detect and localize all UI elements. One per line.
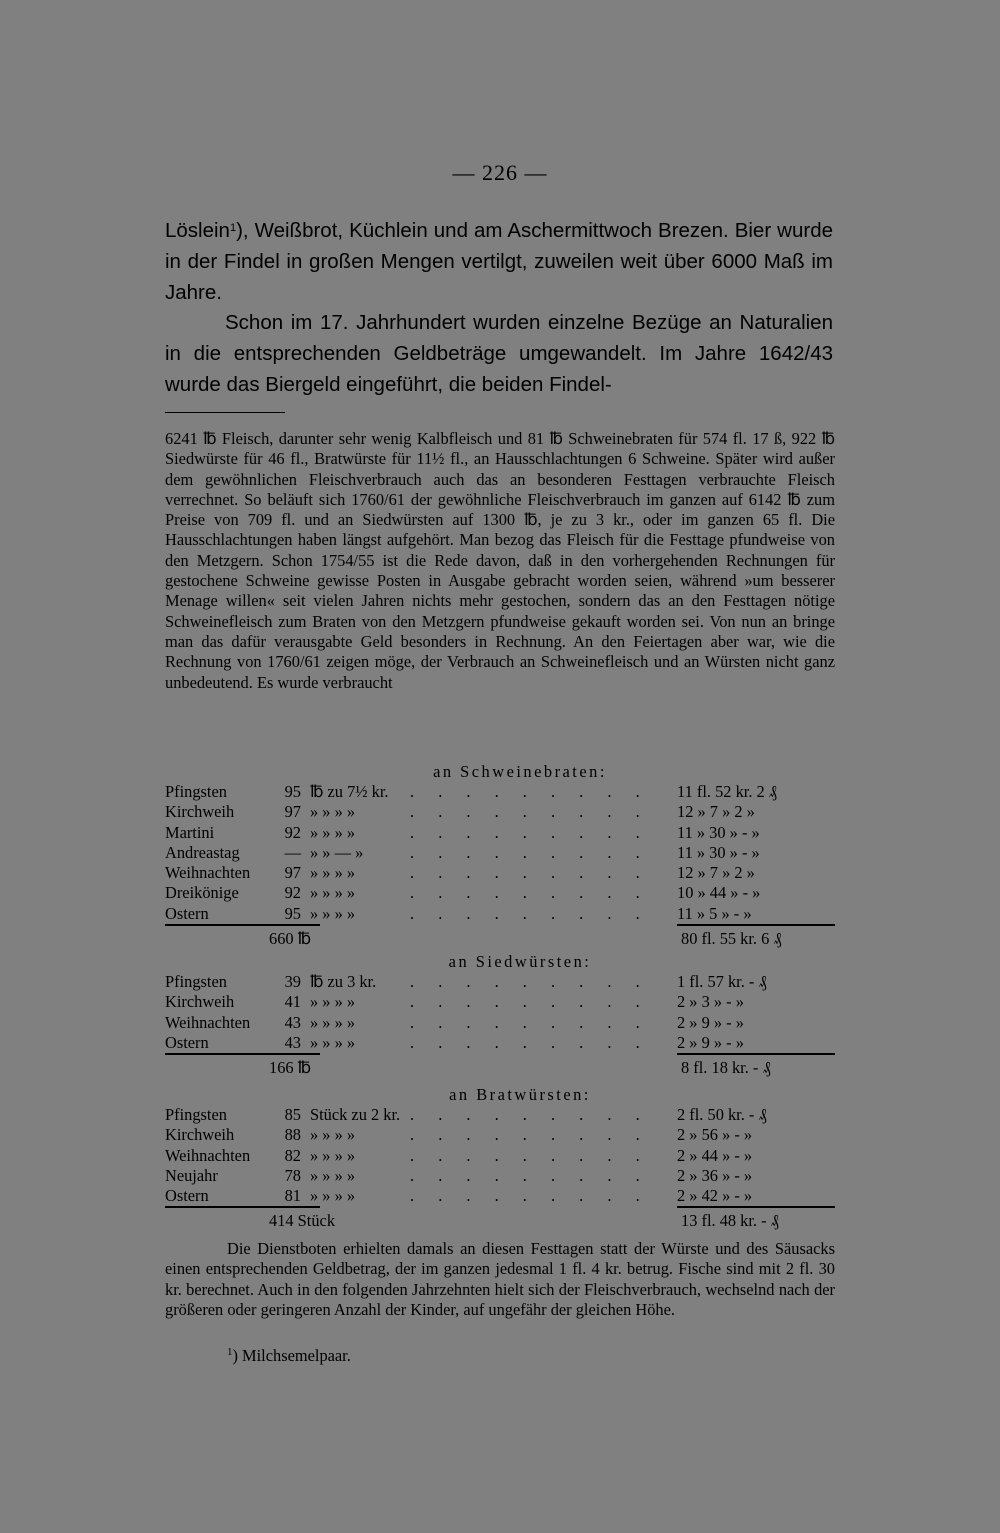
paragraph-1 [165, 216, 833, 308]
row-leader-dots: . . . . . . . . . [410, 863, 650, 883]
table-row [165, 863, 835, 883]
row-leader-dots: . . . . . . . . . [410, 1105, 650, 1124]
closing-paragraph: Die Dienstboten erhielten damals an diesen Festtagen statt der Würste und des Säusacks einen entsprechenden Geldbetrag, der im ganzen jedesmal 1 fl. 4 kr. betrug. Fische sind mit 2 fl. 30 kr. berechnet. Auch in den folgenden Jahrzehnten hielt sich der Fleischverbrauch, wechselnd nach der größeren oder geringeren Anzahl der Kinder, auf ungefähr der gleichen Höhe. [165, 1239, 835, 1319]
table-row [165, 1186, 835, 1206]
footnote-continuation-text: 6241 ℔ Fleisch, darunter sehr wenig Kalbfleisch und 81 ℔ Schweinebraten für 574 fl. 17 ß, 922 ℔ Siedwürste für 46 fl., Bratwürste für 11½ fl., an Hausschlachtungen 6 Schweine. Später wird außer dem gewöhnlichen Fleischverbrauch auch das an besonderen Festtagen verbrauchte Fleisch verrechnet. So beläuft sich 1760/61 der gewöhnliche Fleischverbrauch im ganzen auf 6142 ℔ zum Preise von 709 fl. und an Siedwürsten auf 1300 ℔, je zu 3 kr., oder im ganzen 65 fl. Die Hausschlachtungen haben längst aufgehört. Man bezog das Fleisch für die Festtage pfundweise von den Metzgern. Schon 1754/55 ist die Rede davon, daß in den vorhergehenden Rechnungen für gestochene Schweine gewisse Posten in Ausgabe gebracht worden seien, während »um besserer Menage willen« seit vielen Jahren nichts mehr gestochen, sondern das an den Festtagen nötige Schweinefleisch zum Braten von den Metzgern pfundweise gekauft worden sei. Von nun an bringe man das dafür verausgabte Geld besonders in Rechnung. An den Feiertagen aber war, wie die Rechnung von 1760/61 zeigen möge, der Verbrauch an Schweinefleisch und an Würsten nicht ganz unbedeutend. Es wurde verbraucht [165, 429, 835, 692]
row-leader-dots: . . . . . . . . . [410, 1125, 650, 1145]
row-name: Ostern [165, 1032, 209, 1052]
row-quantity: 78 [284, 1165, 301, 1185]
footnote-marker: 1 [229, 222, 237, 234]
row-unit-price: » » » » [310, 802, 356, 822]
total-quantity: 166 ℔ [269, 1058, 312, 1078]
row-amount: 1 fl. 57 kr. - ₰ [677, 972, 767, 991]
total-quantity: 414 Stück [269, 1211, 336, 1231]
row-name: Kirchweih [165, 1125, 235, 1145]
paragraph-1-start: Löslein [165, 219, 230, 242]
consumption-table [165, 951, 835, 1079]
table-row [165, 802, 835, 822]
footnote-number: 1 [227, 1346, 233, 1358]
footnote-divider [165, 412, 285, 413]
total-amount: 8 fl. 18 kr. - ₰ [681, 1058, 771, 1078]
table-row [165, 823, 835, 843]
row-leader-dots: . . . . . . . . . [410, 903, 650, 923]
footnote [165, 1346, 835, 1366]
row-unit-price: Stück zu 2 kr. [310, 1105, 401, 1124]
row-name: Kirchweih [165, 802, 235, 822]
row-name: Dreikönige [165, 883, 239, 903]
row-unit-price: » » » » [310, 1032, 356, 1052]
row-unit-price: » » » » [310, 822, 356, 842]
row-unit-price: ℔ zu 3 kr. [310, 972, 377, 991]
row-quantity: 97 [284, 863, 301, 883]
table-heading: an Schweinebraten: [433, 762, 607, 781]
table-row [165, 782, 835, 802]
table-row [165, 1033, 835, 1053]
row-name: Weihnachten [165, 863, 251, 883]
row-amount: 2 fl. 50 kr. - ₰ [677, 1105, 767, 1124]
row-quantity: 92 [284, 883, 301, 903]
total-row [165, 1206, 835, 1232]
row-amount: 2 » 9 » - » [677, 1012, 744, 1032]
total-row [165, 924, 835, 950]
row-leader-dots: . . . . . . . . . [410, 1186, 650, 1206]
row-amount: 2 » 42 » - » [677, 1186, 753, 1206]
row-amount: 11 » 5 » - » [677, 903, 752, 923]
main-text [165, 216, 833, 401]
row-quantity: 43 [284, 1032, 301, 1052]
row-unit-price: ℔ zu 7½ kr. [310, 782, 389, 801]
row-quantity: 95 [284, 782, 301, 801]
row-amount: 12 » 7 » 2 » [677, 863, 755, 883]
row-name: Pfingsten [165, 1105, 227, 1124]
row-unit-price: » » » » [310, 1125, 356, 1145]
row-name: Pfingsten [165, 972, 227, 991]
row-unit-price: » » » » [310, 1186, 356, 1206]
row-quantity: — [284, 842, 301, 862]
row-name: Neujahr [165, 1165, 218, 1185]
row-leader-dots: . . . . . . . . . [410, 972, 650, 991]
row-unit-price: » » — » [310, 842, 364, 862]
footnote-text: ) Milchsemelpaar. [232, 1346, 351, 1365]
row-name: Andreastag [165, 842, 240, 862]
total-amount: 13 fl. 48 kr. - ₰ [681, 1211, 779, 1231]
footnote-continuation [165, 429, 835, 693]
total-amount: 80 fl. 55 kr. 6 ₰ [681, 929, 782, 949]
row-unit-price: » » » » [310, 903, 356, 923]
row-leader-dots: . . . . . . . . . [410, 782, 650, 801]
row-leader-dots: . . . . . . . . . [410, 802, 650, 822]
table-row [165, 972, 835, 992]
table-row [165, 1013, 835, 1033]
row-amount: 2 » 44 » - » [677, 1145, 753, 1165]
row-unit-price: » » » » [310, 883, 356, 903]
row-name: Ostern [165, 903, 209, 923]
row-quantity: 88 [284, 1125, 301, 1145]
row-quantity: 39 [284, 972, 301, 991]
row-unit-price: » » » » [310, 1012, 356, 1032]
page-number: — 226 — [452, 160, 548, 185]
row-name: Martini [165, 822, 215, 842]
row-amount: 10 » 44 » - » [677, 883, 761, 903]
paragraph-1-rest: ), Weißbrot, Küchlein und am Aschermittwoch Brezen. Bier wurde in der Findel in großen Mengen vertilgt, zuweilen weit über 6000 Maß im Jahre. [165, 219, 833, 304]
row-amount: 12 » 7 » 2 » [677, 802, 755, 822]
total-quantity: 660 ℔ [269, 929, 312, 949]
table-row [165, 992, 835, 1012]
table-row [165, 1125, 835, 1145]
table-heading: an Siedwürsten: [448, 952, 592, 971]
row-leader-dots: . . . . . . . . . [410, 1012, 650, 1032]
row-quantity: 82 [284, 1145, 301, 1165]
row-leader-dots: . . . . . . . . . [410, 1165, 650, 1185]
row-leader-dots: . . . . . . . . . [410, 1032, 650, 1052]
table-row [165, 883, 835, 903]
row-quantity: 92 [284, 822, 301, 842]
table-row [165, 1146, 835, 1166]
row-amount: 2 » 36 » - » [677, 1165, 753, 1185]
row-name: Weihnachten [165, 1145, 251, 1165]
row-amount: 2 » 56 » - » [677, 1125, 753, 1145]
total-row [165, 1053, 835, 1079]
row-quantity: 81 [284, 1186, 301, 1206]
row-leader-dots: . . . . . . . . . [410, 992, 650, 1012]
row-name: Ostern [165, 1186, 209, 1206]
row-amount: 2 » 9 » - » [677, 1032, 744, 1052]
row-amount: 2 » 3 » - » [677, 992, 744, 1012]
row-leader-dots: . . . . . . . . . [410, 842, 650, 862]
row-quantity: 97 [284, 802, 301, 822]
closing-text [165, 1239, 835, 1320]
row-leader-dots: . . . . . . . . . [410, 883, 650, 903]
row-amount: 11 » 30 » - » [677, 842, 760, 862]
table-row [165, 1166, 835, 1186]
table-row [165, 904, 835, 924]
row-unit-price: » » » » [310, 1145, 356, 1165]
paragraph-2: Schon im 17. Jahrhundert wurden einzelne Bezüge an Naturalien in die entsprechenden Geldbeträge umgewandelt. Im Jahre 1642/43 wurde das Biergeld eingeführt, die beiden Findel- [165, 311, 833, 396]
table-row [165, 843, 835, 863]
row-unit-price: » » » » [310, 863, 356, 883]
row-unit-price: » » » » [310, 992, 356, 1012]
row-unit-price: » » » » [310, 1165, 356, 1185]
consumption-table [165, 1084, 835, 1232]
row-amount: 11 » 30 » - » [677, 822, 760, 842]
table-heading: an Bratwürsten: [449, 1085, 591, 1104]
row-name: Kirchweih [165, 992, 235, 1012]
row-quantity: 95 [284, 903, 301, 923]
row-name: Weihnachten [165, 1012, 251, 1032]
row-leader-dots: . . . . . . . . . [410, 1145, 650, 1165]
row-name: Pfingsten [165, 782, 227, 801]
row-amount: 11 fl. 52 kr. 2 ₰ [677, 782, 778, 801]
row-leader-dots: . . . . . . . . . [410, 822, 650, 842]
row-quantity: 43 [284, 1012, 301, 1032]
row-quantity: 85 [284, 1105, 301, 1124]
row-quantity: 41 [284, 992, 301, 1012]
table-row [165, 1105, 835, 1125]
consumption-table [165, 761, 835, 950]
